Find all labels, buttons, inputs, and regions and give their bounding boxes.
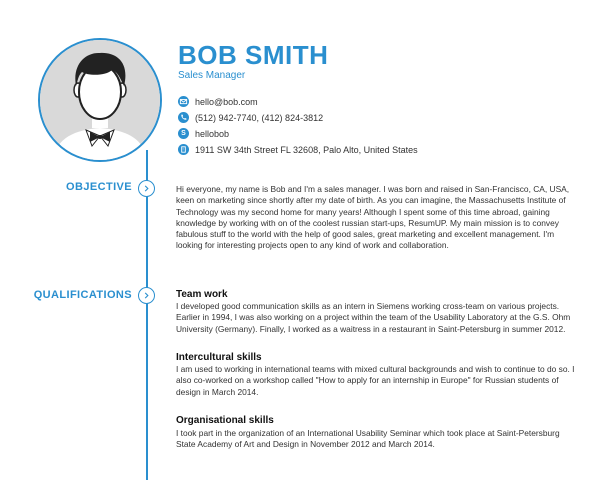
contact-skype-text: hellobob [195, 128, 230, 139]
contact-email[interactable] [178, 96, 258, 107]
avatar [38, 38, 162, 162]
contact-email-text: hello@bob.com [195, 96, 258, 107]
contact-phone-text: (512) 942-7740, (412) 824-3812 [195, 112, 324, 123]
objective-heading: OBJECTIVE [66, 181, 132, 193]
job-title: Sales Manager [178, 70, 246, 81]
qualification-text: I developed good communication skills as an intern in Siemens working cross-team on various projects. Earlier in 1994, I was also working on a project within the team of the Usability Laboratory at the G.S. Ohm University (Germany). Finally, I worked as a waitress in a restaurant in Saint-Petersburg in summer 2012. [176, 301, 571, 334]
objective-text: Hi everyone, my name is Bob and I'm a sales manager. I was born and raised in San-Francisco, CA, USA, keen on marketing since shortly after my date of birth. As you can imagine, the Massachusetts Institute of Technology was my second home for many years! Although I spent some of this time abroad, gaining knowledge by working with on of the coolest russian start-ups, ResumUP. My main mission is to convey fabulous stuff to the world with the help of good sales, great marketing and excellent management. I'm looking for interesting projects open to any kind of work and collaboration. [176, 184, 570, 251]
timeline-line [146, 150, 148, 480]
qualification-text: I am used to working in international teams with mixed cultural backgrounds and wish to continue to do so. I also co-worked on a workshop called "How to apply for an internship in Europe" for Russian students of design in March 2014. [176, 364, 575, 397]
qualification-title: Organisational skills [176, 415, 274, 426]
contact-skype[interactable] [178, 128, 229, 139]
candidate-name: BOB SMITH [178, 40, 329, 70]
qualification-title: Intercultural skills [176, 352, 262, 363]
phone-icon [178, 112, 189, 123]
qualifications-heading: QUALIFICATIONS [33, 289, 132, 301]
contact-address-text: 1911 SW 34th Street FL 32608, Palo Alto, United States [195, 144, 418, 155]
contact-address [178, 144, 418, 155]
qualifications-chevron-icon [138, 287, 155, 304]
objective-chevron-icon [138, 180, 155, 197]
building-icon [178, 144, 189, 155]
skype-icon: S [178, 128, 189, 139]
qualification-title: Team work [176, 289, 228, 300]
envelope-icon [178, 96, 189, 107]
avatar-illustration [38, 38, 162, 162]
qualification-text: I took part in the organization of an International Usability Seminar which took place at Saint-Petersburg State Academy of Art and Design in November 2012 and March 2014. [176, 428, 560, 450]
contact-phone[interactable] [178, 112, 323, 123]
